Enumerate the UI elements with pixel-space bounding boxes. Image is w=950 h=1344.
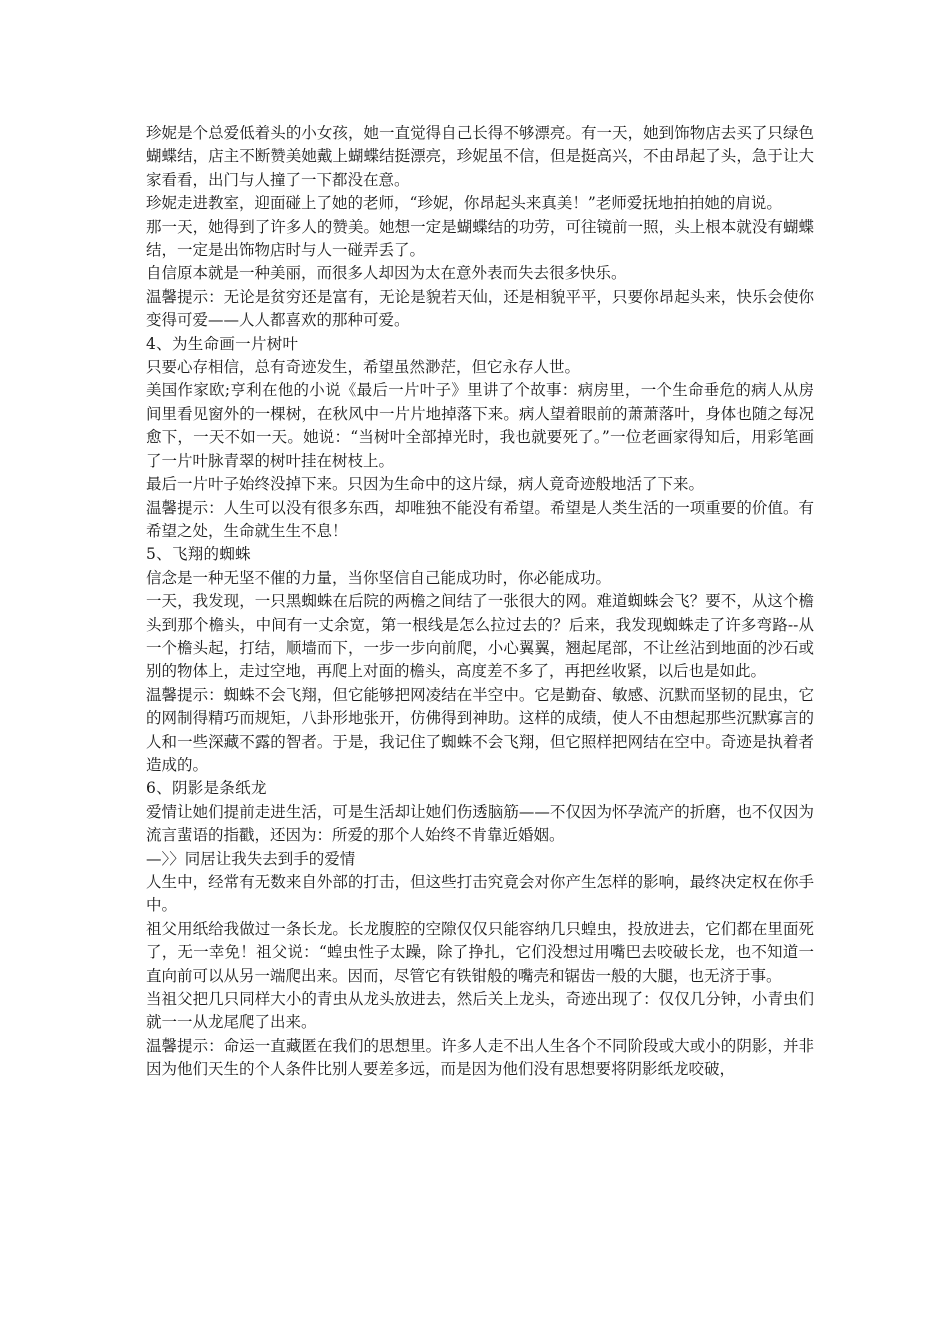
section-heading: 6、阴影是条纸龙 (146, 779, 267, 798)
paragraph: 自信原本就是一种美丽，而很多人却因为太在意外表而失去很多快乐。 (146, 264, 627, 283)
paragraph: 那一天，她得到了许多人的赞美。她想一定是蝴蝶结的功劳，可往镜前一照，头上根本就没有蝴蝶结，一定是出饰物店时与人一碰弄丢了。 (146, 217, 814, 260)
tip-paragraph: 温馨提示：蜘蛛不会飞翔，但它能够把网凌结在半空中。它是勤奋、敏感、沉默而坚韧的昆虫，它的网制得精巧而规矩，八卦形地张开，仿佛得到神助。这样的成绩，使人不由想起那些沉默寡言的人和一些深藏不露的智者。于是，我记住了蜘蛛不会飞翔，但它照样把网结在空中。奇迹是执着者造成的。 (146, 685, 814, 774)
paragraph: 爱情让她们提前走进生活，可是生活却让她们伤透脑筋——不仅因为怀孕流产的折磨，也不仅因为流言蜚语的指戳，还因为：所爱的那个人始终不肯靠近婚姻。 (146, 802, 814, 845)
paragraph: 美国作家欧;亨利在他的小说《最后一片叶子》里讲了个故事：病房里，一个生命垂危的病人从房间里看见窗外的一棵树，在秋风中一片片地掉落下来。病人望着眼前的萧萧落叶，身体也随之每况愈下，一天不如一天。她说：“当树叶全部掉光时，我也就要死了。”一位老画家得知后，用彩笔画了一片叶脉青翠的树叶挂在树枝上。 (146, 381, 814, 470)
section-heading: 4、为生命画一片树叶 (146, 334, 299, 353)
document-body (146, 122, 814, 1082)
tip-paragraph: 温馨提示：无论是贫穷还是富有，无论是貌若天仙，还是相貌平平，只要你昂起头来，快乐会使你变得可爱——人人都喜欢的那种可爱。 (146, 287, 814, 330)
paragraph: 珍妮走进教室，迎面碰上了她的老师，“珍妮，你昂起头来真美！”老师爱抚地拍拍她的肩说。 (146, 194, 782, 213)
paragraph: 珍妮是个总爱低着头的小女孩，她一直觉得自己长得不够漂亮。有一天，她到饰物店去买了只绿色蝴蝶结，店主不断赞美她戴上蝴蝶结挺漂亮，珍妮虽不信，但是挺高兴，不由昂起了头，急于让大家看看，出门与人撞了一下都没在意。 (146, 124, 814, 189)
paragraph: 一天，我发现，一只黑蜘蛛在后院的两檐之间结了一张很大的网。难道蜘蛛会飞？要不，从这个檐头到那个檐头，中间有一丈余宽，第一根线是怎么拉过去的？后来，我发现蜘蛛走了许多弯路--从一个檐头起，打结，顺墙而下，一步一步向前爬，小心翼翼，翘起尾部，不让丝沾到地面的沙石或别的物体上，走过空地，再爬上对面的檐头，高度差不多了，再把丝收紧，以后也是如此。 (146, 592, 814, 681)
paragraph: 祖父用纸给我做过一条长龙。长龙腹腔的空隙仅仅只能容纳几只蝗虫，投放进去，它们都在里面死了，无一幸免！祖父说：“蝗虫性子太躁，除了挣扎，它们没想过用嘴巴去咬破长龙，也不知道一直向前可以从另一端爬出来。因而，尽管它有铁钳般的嘴壳和锯齿一般的大腿，也无济于事。 (146, 919, 814, 985)
paragraph: 信念是一种无坚不催的力量，当你坚信自己能成功时，你必能成功。 (146, 568, 612, 587)
tip-paragraph: 温馨提示：人生可以没有很多东西，却唯独不能没有希望。希望是人类生活的一项重要的价值。有希望之处，生命就生生不息！ (146, 498, 814, 540)
section-heading: 5、飞翔的蜘蛛 (146, 545, 251, 564)
paragraph: 只要心存相信，总有奇迹发生，希望虽然渺茫，但它永存人世。 (146, 358, 581, 377)
paragraph: 当祖父把几只同样大小的青虫从龙头放进去，然后关上龙头，奇迹出现了：仅仅几分钟，小青虫们就一一从龙尾爬了出来。 (146, 990, 814, 1032)
tip-paragraph: 温馨提示：命运一直藏匿在我们的思想里。许多人走不出人生各个不同阶段或大或小的阴影，并非因为他们天生的个人条件比别人要差多远，而是因为他们没有思想要将阴影纸龙咬破， (146, 1036, 814, 1079)
paragraph: —〉〉同居让我失去到手的爱情 (146, 849, 356, 868)
paragraph: 最后一片叶子始终没掉下来。只因为生命中的这片绿，病人竟奇迹般地活了下来。 (146, 475, 705, 494)
paragraph: 人生中，经常有无数来自外部的打击，但这些打击究竟会对你产生怎样的影响，最终决定权在你手中。 (146, 873, 814, 915)
